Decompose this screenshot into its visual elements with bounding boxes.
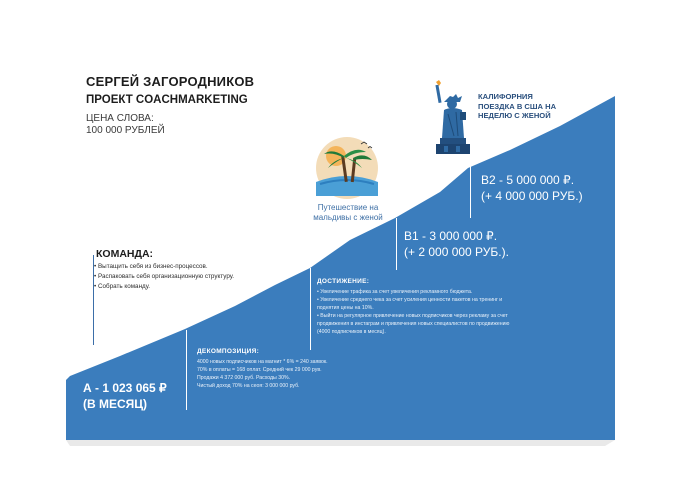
level-b2-delta: (+ 4 000 000 РУБ.) [481, 189, 583, 203]
team-list [94, 262, 279, 292]
decomposition-line: Продажи 4 372 000 руб. Расходы 30%. [197, 375, 291, 381]
achievement-item: • Увеличение трафика за счет увеличения рекламного бюджета. [317, 289, 473, 295]
level-a-value: А - 1 023 065 ₽ [83, 381, 167, 395]
achievement-list [317, 288, 517, 336]
level-a [83, 380, 167, 412]
team-title: КОМАНДА: [96, 248, 154, 260]
achievement-item: • Увеличение среднего чека за счет усиления ценности пакетов на тренинг и поднятия цены на 10%. [317, 297, 503, 311]
maldives-caption-line-1: Путешествие на [317, 203, 379, 212]
level-b2-value: В2 - 5 000 000 ₽. [481, 173, 575, 187]
decomposition-list [197, 358, 397, 390]
level-b1 [404, 228, 509, 260]
achievement-title: ДОСТИЖЕНИЕ: [317, 278, 370, 285]
price-line-1: ЦЕНА СЛОВА: [86, 113, 154, 124]
california-caption [478, 92, 578, 121]
team-item: • Распаковать себя организационную структуру. [94, 272, 279, 281]
decomposition-line: 70% в оплаты = 168 оплат. Средний чек 29 000 рув. [197, 367, 322, 373]
decomposition-title: ДЕКОМПОЗИЦИЯ: [197, 348, 260, 355]
california-caption-line-2: ПОЕЗДКА В США НА [478, 101, 557, 111]
person-name: СЕРГЕЙ ЗАГОРОДНИКОВ [86, 74, 255, 89]
maldives-palm-icon [306, 134, 388, 202]
statue-of-liberty-icon [430, 80, 474, 156]
decomposition-line: 4000 новых подписчиков на магнит * 6% = 240 заявок. [197, 359, 328, 365]
achievement-item: • Выйти на регулярное привлечение новых подписчиков через рекламу за счет продвижения в инстаграм и привлечения новых специалистов по продвижению (4000 подписчиков в месяц). [317, 313, 510, 335]
price-line-2: 100 000 РУБЛЕЙ [86, 125, 165, 136]
maldives-caption-line-2: мальдивы с женой [313, 213, 383, 222]
team-item: • Вытащить себя из бизнес-процессов. [94, 262, 279, 271]
level-b1-divider [396, 218, 397, 270]
level-b2 [481, 172, 583, 204]
decomposition-line: Чистый доход 70% на сеоя: 3 000 000 руб. [197, 383, 300, 389]
achievement-divider [310, 268, 311, 350]
decomposition-divider [186, 330, 187, 410]
california-caption-line-1: КАЛИФОРНИЯ [478, 92, 533, 101]
california-caption-line-3: НЕДЕЛЮ С ЖЕНОЙ [478, 111, 551, 120]
project-title: ПРОЕКТ COACHMARKETING [86, 94, 248, 106]
growth-area-shadow [66, 440, 615, 446]
level-b1-delta: (+ 2 000 000 РУБ.). [404, 245, 509, 259]
level-b2-divider [470, 166, 471, 218]
level-a-period: (В МЕСЯЦ) [83, 397, 148, 411]
price-label [86, 113, 165, 137]
level-b1-value: В1 - 3 000 000 ₽. [404, 229, 498, 243]
maldives-caption [300, 203, 396, 223]
team-item: • Собрать команду. [94, 282, 279, 291]
